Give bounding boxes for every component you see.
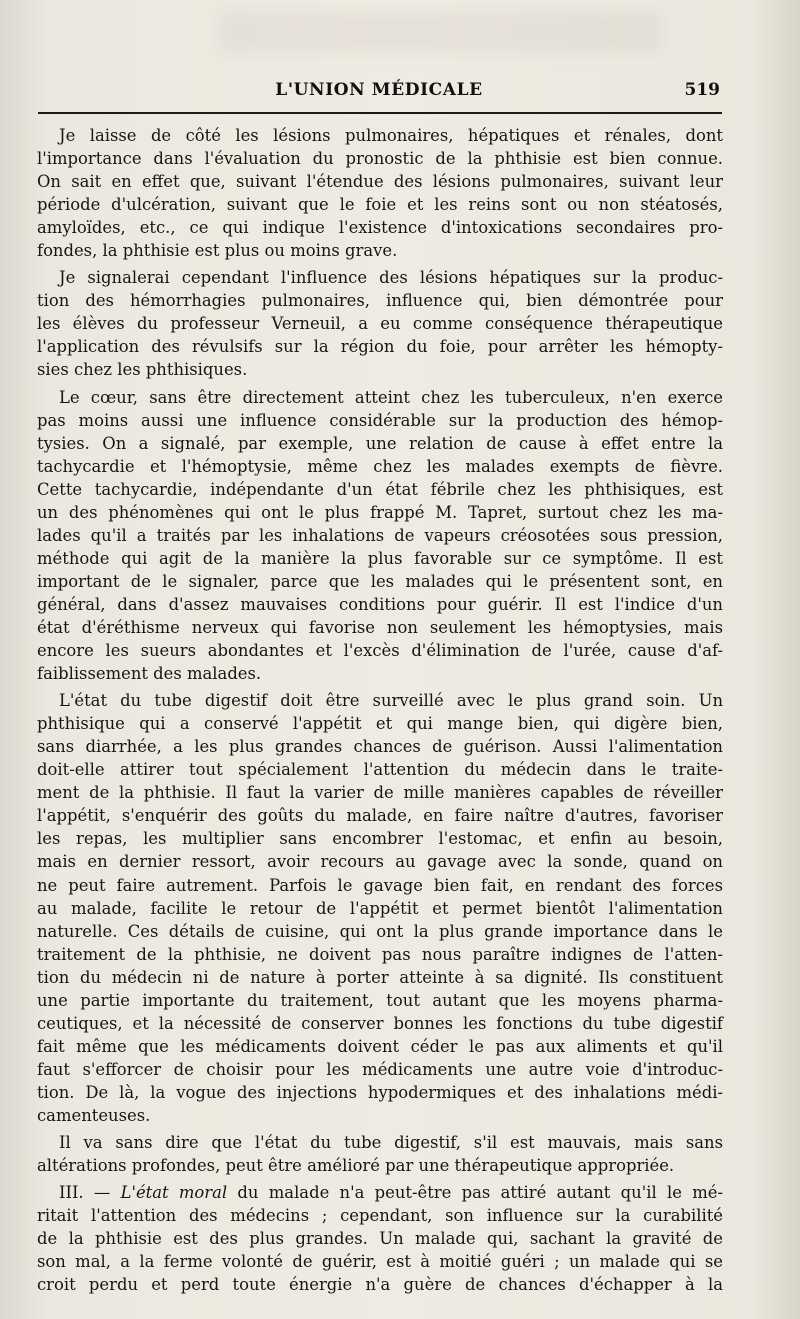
text-line: faiblissement des malades. — [37, 664, 262, 684]
paragraph-hepatic — [37, 266, 723, 381]
paragraph-digestive — [37, 689, 723, 1127]
text-line: croit perdu et perd toute énergie n'a guère de chances d'échapper à la — [37, 1275, 723, 1295]
text-line: période d'ulcération, suivant que le foie et les reins sont ou non stéatosés, — [37, 195, 723, 215]
text-line: amyloïdes, etc., ce qui indique l'existence d'intoxications secondaires pro- — [37, 218, 723, 238]
text-line: tion des hémorrhagies pulmonaires, influence qui, bien démontrée pour — [37, 291, 723, 311]
paragraph-heart — [37, 386, 723, 686]
header-rule — [38, 112, 722, 114]
text-line: Cette tachycardie, indépendante d'un état fébrile chez les phthisiques, est — [37, 479, 723, 499]
bleed-through-header — [220, 12, 660, 52]
text-line: tysies. On a signalé, par exemple, une relation de cause à effet entre la — [37, 433, 723, 453]
text-line: fondes, la phthisie est plus ou moins grave. — [37, 241, 398, 261]
text-line: traitement de la phthisie, ne doivent pas nous paraître indignes de l'atten- — [37, 944, 723, 964]
text-line: ne peut faire autrement. Parfois le gavage bien fait, en rendant des forces — [37, 875, 723, 895]
text-line: On sait en effet que, suivant l'étendue des lésions pulmonaires, suivant leur — [37, 172, 723, 192]
text-line: important de le signaler, parce que les malades qui le présentent sont, en — [37, 571, 723, 591]
text-line: pas moins aussi une influence considérable sur la production des hémop- — [37, 410, 723, 430]
text-line: tion du médecin ni de nature à porter atteinte à sa dignité. Ils constituent — [37, 967, 723, 987]
text-line: son mal, a la ferme volonté de guérir, est à moitié guéri ; un malade qui se — [37, 1252, 723, 1272]
text-line: l'appétit, s'enquérir des goûts du malade, en faire naître d'autres, favoriser — [37, 806, 723, 826]
text-line: Le cœur, sans être directement atteint chez les tuberculeux, n'en exerce — [59, 387, 723, 407]
text-line: lades qu'il a traités par les inhalations de vapeurs créosotées sous pression, — [37, 525, 723, 545]
text-line: doit-elle attirer tout spécialement l'attention du médecin dans le traite- — [37, 760, 723, 780]
text-line: les élèves du professeur Verneuil, a eu comme conséquence thérapeutique — [37, 314, 723, 334]
text-line: altérations profondes, peut être amélioré par une thérapeutique appropriée. — [37, 1156, 675, 1176]
text-line — [37, 1181, 723, 1204]
text-line: une partie importante du traitement, tout autant que les moyens pharma- — [37, 990, 723, 1010]
text-line: Il va sans dire que l'état du tube digestif, s'il est mauvais, mais sans — [59, 1133, 723, 1153]
text-line: Je laisse de côté les lésions pulmonaires, hépatiques et rénales, dont — [59, 126, 723, 145]
paragraph-lesions — [37, 124, 723, 262]
page-number: 519 — [684, 80, 720, 100]
text-line: fait même que les médicaments doivent céder le pas aux aliments et qu'il — [37, 1036, 723, 1056]
text-line: un des phénomènes qui ont le plus frappé M. Tapret, surtout chez les ma- — [37, 502, 723, 522]
text-line: faut s'efforcer de choisir pour les médicaments une autre voie d'introduc- — [37, 1059, 723, 1079]
text-line: camenteuses. — [37, 1105, 151, 1125]
text-line: ceutiques, et la nécessité de conserver bonnes les fonctions du tube digestif — [37, 1013, 723, 1033]
text-line-rest: du malade n'a peut-être pas attiré autant qu'il le mé- — [227, 1183, 723, 1203]
paragraph-moral-state — [37, 1181, 723, 1296]
paragraph-digestive-note — [37, 1131, 723, 1177]
page-header — [38, 78, 720, 108]
text-line: naturelle. Ces détails de cuisine, qui ont la plus grande importance dans le — [37, 921, 723, 941]
text-line: Je signalerai cependant l'influence des lésions hépatiques sur la produc- — [59, 268, 723, 288]
text-line: tachycardie et l'hémoptysie, même chez les malades exempts de fièvre. — [37, 456, 723, 476]
text-line: de la phthisie est des plus grandes. Un malade qui, sachant la gravité de — [37, 1229, 723, 1249]
text-line: ritait l'attention des médecins ; cependant, son influence sur la curabilité — [37, 1206, 723, 1226]
running-title: L'UNION MÉDICALE — [275, 80, 483, 100]
text-line: état d'éréthisme nerveux qui favorise non seulement les hémoptysies, mais — [37, 617, 723, 637]
text-line: au malade, facilite le retour de l'appétit et permet bientôt l'alimentation — [37, 898, 723, 918]
text-line: méthode qui agit de la manière la plus favorable sur ce symptôme. Il est — [37, 548, 723, 568]
text-line: phthisique qui a conservé l'appétit et qui mange bien, qui digère bien, — [37, 714, 723, 734]
text-line: mais en dernier ressort, avoir recours au gavage avec la sonde, quand on — [37, 852, 723, 872]
article-body — [37, 124, 723, 1296]
text-line: général, dans d'assez mauvaises conditions pour guérir. Il est l'indice d'un — [37, 594, 723, 614]
text-line: l'application des révulsifs sur la région du foie, pour arrêter les hémopty- — [37, 337, 723, 357]
text-line: les repas, les multiplier sans encombrer l'estomac, et enfin au besoin, — [37, 829, 723, 849]
text-line: encore les sueurs abondantes et l'excès d'élimination de l'urée, cause d'af- — [37, 641, 723, 661]
section-number: III. — — [59, 1183, 121, 1203]
text-line: sies chez les phthisiques. — [37, 360, 248, 380]
text-line: tion. De là, la vogue des injections hypodermiques et des inhalations médi- — [37, 1082, 723, 1102]
text-line: sans diarrhée, a les plus grandes chances de guérison. Aussi l'alimentation — [37, 737, 723, 757]
text-line: ment de la phthisie. Il faut la varier de mille manières capables de réveiller — [37, 783, 723, 803]
text-line: L'état du tube digestif doit être surveillé avec le plus grand soin. Un — [59, 691, 723, 711]
text-line: l'importance dans l'évaluation du pronostic de la phthisie est bien connue. — [37, 149, 723, 169]
section-title: L'état moral — [120, 1183, 228, 1203]
